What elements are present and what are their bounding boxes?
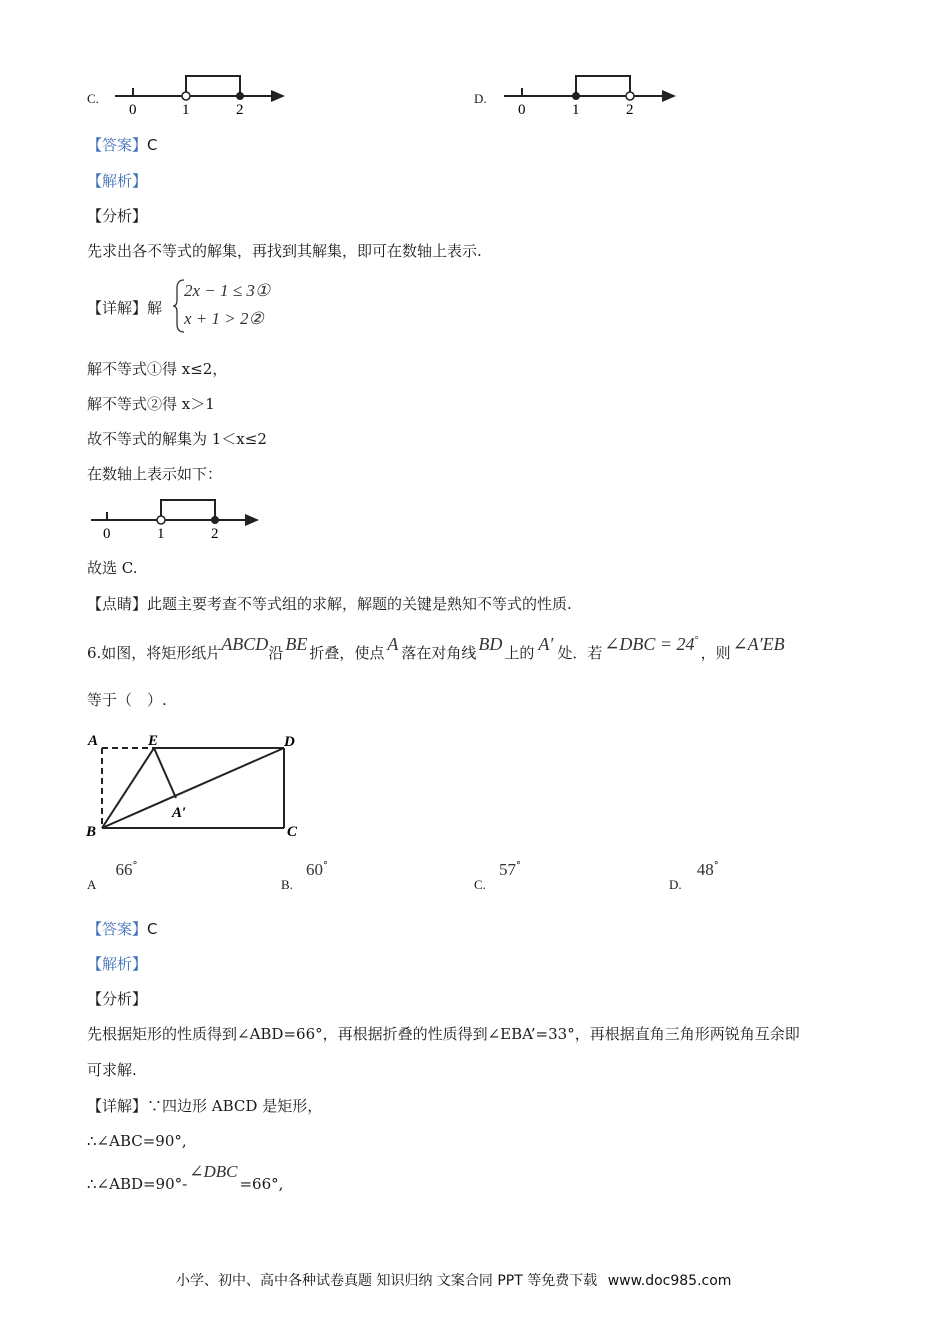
degree-sign: ° xyxy=(694,635,699,646)
q6-option-a xyxy=(87,860,138,892)
q5-dianjing xyxy=(87,594,572,614)
option-value: 48 xyxy=(696,860,714,879)
detail-tag: 【详解】 xyxy=(87,1097,148,1115)
label-a: A xyxy=(88,733,99,749)
answer-tag: 【答案】 xyxy=(87,920,148,938)
detail-tag: 【详解】 xyxy=(87,299,148,317)
degree-sign: ° xyxy=(516,860,522,872)
q5-step-3: 故不等式的解集为 1＜x≤2 xyxy=(87,430,267,448)
detail-lead: 解 xyxy=(147,299,163,317)
q6-option-c xyxy=(474,860,522,892)
q6-fold: 折叠，使点 xyxy=(309,644,385,662)
option-value: 66 xyxy=(115,860,133,879)
option-label: C. xyxy=(474,877,486,892)
degree-sign: ° xyxy=(713,860,719,872)
q6-option-b xyxy=(281,860,329,892)
option-value: 60 xyxy=(306,860,324,879)
q6-detail xyxy=(87,1096,322,1116)
label-c: C xyxy=(287,824,298,840)
q5-detail xyxy=(87,298,162,318)
degree-sign: ° xyxy=(323,860,329,872)
q6-option-d xyxy=(669,860,719,892)
option-d-number-line xyxy=(502,68,680,118)
rectangle-fold-figure xyxy=(84,726,310,844)
math-abcd: ABCD xyxy=(221,634,269,654)
math-angle-aeb: ∠A′EB xyxy=(732,634,785,654)
label-e: E xyxy=(148,733,159,749)
axis-tick-1: 1 xyxy=(182,102,190,118)
q6-answer xyxy=(87,919,158,939)
axis-tick-2: 2 xyxy=(626,102,634,118)
angle-dbc-text: ∠DBC = 24 xyxy=(604,634,695,654)
dianjing-tag: 【点睛】 xyxy=(87,595,148,613)
math-a: A xyxy=(387,634,399,654)
answer-value: C xyxy=(147,136,158,154)
q6-line-2: 等于（ ）. xyxy=(87,691,167,709)
label-b: B xyxy=(86,824,97,840)
q5-fenxi-tag: 【分析】 xyxy=(87,207,148,225)
degree-sign: ° xyxy=(132,860,138,872)
math-angle-dbc-inline: ∠DBC xyxy=(189,1162,238,1181)
q6-fall: 落在对角线 xyxy=(401,644,477,662)
q5-conclusion: 故选 C. xyxy=(87,559,138,577)
math-a-prime: A′ xyxy=(538,634,554,654)
option-label: A xyxy=(87,877,97,892)
q6-fenxi-line-2: 可求解. xyxy=(87,1061,137,1079)
q6-step-1: ∴∠ABC=90°, xyxy=(87,1132,187,1150)
axis-tick-0: 0 xyxy=(518,102,526,118)
q6-then: ，则 xyxy=(700,644,731,662)
answer-value: C xyxy=(147,920,158,938)
option-c-label: C. xyxy=(87,91,99,106)
q5-step-4: 在数轴上表示如下： xyxy=(87,465,223,483)
q5-step-1: 解不等式①得 x≤2， xyxy=(87,360,228,378)
solution-number-line xyxy=(89,492,264,542)
detail-text: ∵四边形 ABCD 是矩形， xyxy=(147,1097,323,1115)
inequality-2: x + 1 > 2② xyxy=(184,309,264,328)
step2-post: =66°, xyxy=(239,1175,284,1193)
q5-step-2: 解不等式②得 x＞1 xyxy=(87,395,215,413)
q6-at: 处．若 xyxy=(557,644,603,662)
option-value: 57 xyxy=(499,860,517,879)
dianjing-text: 此题主要考查不等式组的求解，解题的关键是熟知不等式的性质. xyxy=(147,595,572,613)
q6-on: 上的 xyxy=(504,644,535,662)
axis-tick-1: 1 xyxy=(157,526,165,542)
label-d: D xyxy=(284,734,295,750)
footer-text: 小学、初中、高中各种试卷真题 知识归纳 文案合同 PPT 等免费下载 xyxy=(176,1273,598,1289)
answer-tag: 【答案】 xyxy=(87,136,148,154)
q5-fenxi-text: 先求出各不等式的解集，再找到其解集，即可在数轴上表示. xyxy=(87,242,482,260)
q6-question xyxy=(87,632,785,670)
q6-analysis-tag: 【解析】 xyxy=(87,955,148,973)
axis-tick-2: 2 xyxy=(236,102,244,118)
footer-site-link[interactable]: www.doc985.com xyxy=(607,1273,732,1289)
q6-prefix: 6.如图，将矩形纸片 xyxy=(87,644,222,662)
option-c-number-line xyxy=(113,68,288,118)
inequality-1: 2x − 1 ≤ 3① xyxy=(184,281,271,300)
page-footer xyxy=(176,1270,731,1290)
q6-step-2 xyxy=(87,1162,284,1196)
q6-fenxi-line-1: 先根据矩形的性质得到∠ABD=66°，再根据折叠的性质得到∠EBA’=33°，再根据直角三角形两锐角互余即 xyxy=(87,1025,800,1043)
option-label: D. xyxy=(669,877,682,892)
axis-tick-0: 0 xyxy=(129,102,137,118)
math-be: BE xyxy=(285,634,308,654)
q6-fenxi-tag: 【分析】 xyxy=(87,990,148,1008)
step2-pre: ∴∠ABD=90°- xyxy=(87,1175,188,1193)
axis-tick-0: 0 xyxy=(103,526,111,542)
math-angle-dbc xyxy=(604,634,698,654)
option-label: B. xyxy=(281,877,293,892)
axis-tick-1: 1 xyxy=(572,102,580,118)
label-a-prime: A′ xyxy=(172,805,187,821)
q5-answer xyxy=(87,135,158,155)
option-d-label: D. xyxy=(474,91,487,106)
axis-tick-2: 2 xyxy=(211,526,219,542)
q6-along: 沿 xyxy=(268,644,284,662)
q5-analysis-tag: 【解析】 xyxy=(87,172,148,190)
math-bd: BD xyxy=(478,634,503,654)
